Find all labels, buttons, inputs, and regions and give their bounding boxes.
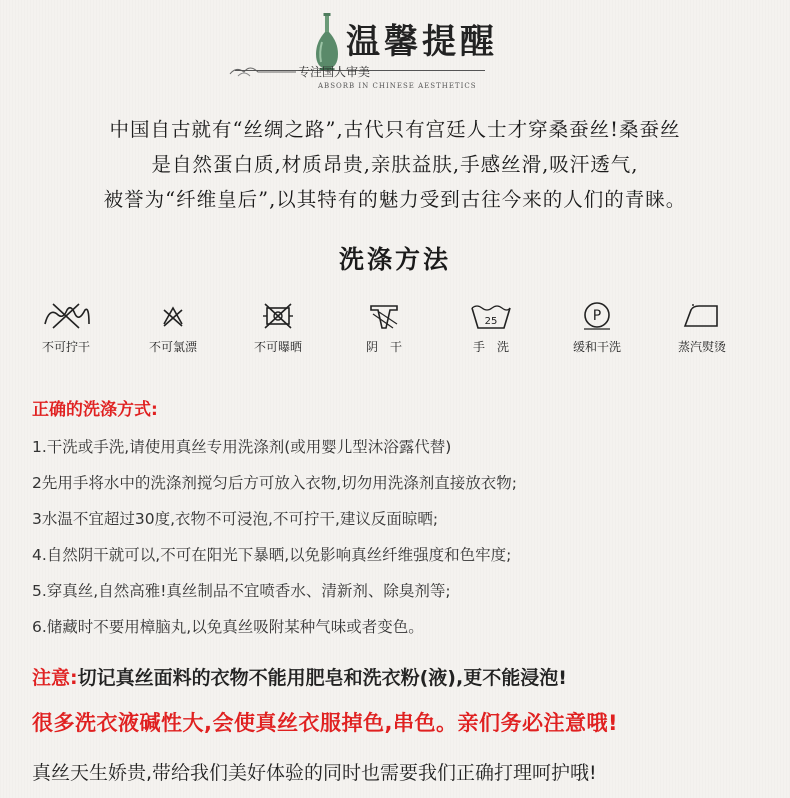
intro-paragraph xyxy=(0,112,790,217)
shade-dry-icon xyxy=(359,300,409,330)
care-item-no-wring xyxy=(16,300,116,355)
step-item: 6.储藏时不要用樟脑丸,以免真丝吸附某种气味或者变色。 xyxy=(32,618,424,636)
step-item: 4.自然阴干就可以,不可在阳光下暴晒,以免影响真丝纤维强度和色牢度; xyxy=(32,546,512,564)
care-item-shade-dry xyxy=(334,300,434,355)
care-label: 不可拧干 xyxy=(41,340,90,354)
correct-method-title: 正确的洗涤方式: xyxy=(32,400,158,420)
tagline: 专注国人审美 xyxy=(298,65,371,79)
no-bleach-icon xyxy=(148,300,198,330)
care-label: 不可氯漂 xyxy=(148,340,197,354)
hand-wash-icon xyxy=(466,300,516,330)
page-title: 温馨提醒 xyxy=(346,22,498,62)
no-sun-dry-icon xyxy=(253,300,303,330)
note-line-2: 很多洗衣液碱性大,会使真丝衣服掉色,串色。亲们务必注意哦! xyxy=(32,711,619,735)
wash-method-title: 洗涤方法 xyxy=(338,245,451,274)
note-line-3: 真丝天生娇贵,带给我们美好体验的同时也需要我们正确打理呵护哦! xyxy=(32,762,597,784)
care-item-dry-clean xyxy=(547,300,647,355)
steam-iron-icon xyxy=(677,300,727,330)
care-label: 缓和干洗 xyxy=(572,340,621,354)
dry-clean-icon xyxy=(572,300,622,330)
tagline-english: ABSORB IN CHINESE AESTHETICS xyxy=(318,82,477,90)
note-text: 切记真丝面料的衣物不能用肥皂和洗衣粉(液),更不能浸泡! xyxy=(77,667,567,689)
no-wring-icon xyxy=(41,300,91,330)
care-label: 蒸汽熨烫 xyxy=(677,340,726,354)
intro-line: 被誉为“纤维皇后”,以其特有的魅力受到古往今来的人们的青睐。 xyxy=(103,188,687,211)
dry-clean-letter: P xyxy=(592,308,602,324)
step-item: 1.干洗或手洗,请使用真丝专用洗涤剂(或用婴儿型沐浴露代替) xyxy=(32,438,452,456)
note-label: 注意: xyxy=(32,667,78,689)
care-item-hand-wash xyxy=(441,300,541,355)
intro-line: 是自然蛋白质,材质昂贵,亲肤益肤,手感丝滑,吸汗透气, xyxy=(151,153,639,176)
care-item-no-sun-dry xyxy=(228,300,328,355)
care-label: 手 洗 xyxy=(472,340,509,354)
step-item: 5.穿真丝,自然高雅!真丝制品不宜喷香水、清新剂、除臭剂等; xyxy=(32,582,451,600)
hand-wash-temp: 25 xyxy=(484,316,498,327)
care-item-no-bleach xyxy=(123,300,223,355)
intro-line: 中国自古就有“丝绸之路”,古代只有宫廷人士才穿桑蚕丝!桑蚕丝 xyxy=(109,118,681,141)
care-label: 不可曝晒 xyxy=(253,340,302,354)
step-item: 3水温不宜超过30度,衣物不可浸泡,不可拧干,建议反面晾晒; xyxy=(32,510,439,528)
step-item: 2先用手将水中的洗涤剂搅匀后方可放入衣物,切勿用洗涤剂直接放衣物; xyxy=(32,474,518,492)
cloud-ornament-icon xyxy=(228,60,298,84)
care-item-steam-iron xyxy=(652,300,752,355)
care-label: 阴 干 xyxy=(365,340,402,354)
note-line-1 xyxy=(32,663,567,690)
